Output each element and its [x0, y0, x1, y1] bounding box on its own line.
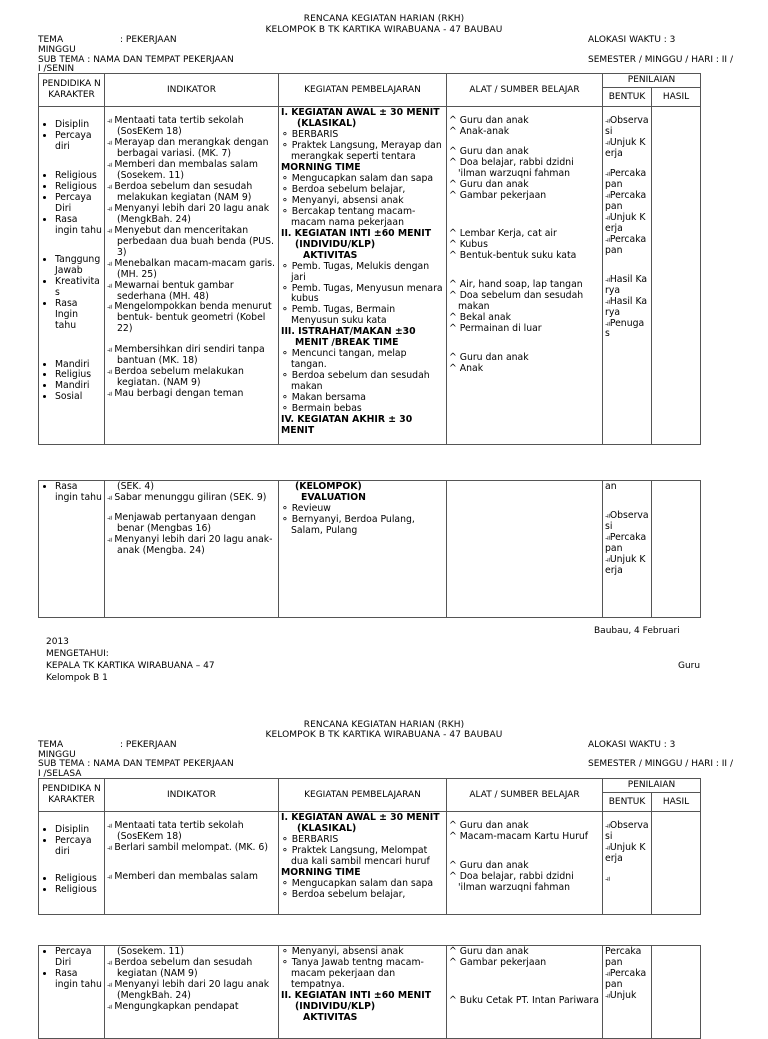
- hasil-cell: [652, 946, 701, 1039]
- alat-item: ^ Anak-anak: [449, 127, 600, 138]
- karakter-item: • Tanggung Jawab: [55, 255, 102, 277]
- karakter-cell: [39, 812, 105, 915]
- sheet1-subtema: SUB TEMA : NAMA DAN TEMPAT PEKERJAAN: [38, 55, 234, 65]
- header-alat: ALAT / SUMBER BELAJAR: [447, 74, 603, 107]
- klasikal-label: (KLASIKAL): [297, 117, 357, 129]
- penilaian-item: ⫣ Percaka pan: [605, 169, 649, 191]
- penilaian-item: ⫣ Observa si: [605, 116, 649, 138]
- karakter-item: • Disiplin: [55, 825, 102, 836]
- sheet2-tema-value: : PEKERJAAN: [120, 740, 177, 750]
- kegiatan-cell: [279, 481, 447, 618]
- header-indikator: INDIKATOR: [105, 74, 279, 107]
- sheet2-title: RENCANA KEGIATAN HARIAN (RKH): [303, 720, 465, 730]
- indikator-item: ⫣ Mewarnai bentuk gambar sederhana (MH. 48): [107, 281, 276, 303]
- kegiatan-item: ⚬ Mengucapkan salam dan sapa: [281, 879, 444, 890]
- kegiatan-item: ⚬ BERBARIS: [281, 130, 444, 141]
- indikator-item: ⫣ Berdoa sebelum dan sesudah melakukan kegiatan (NAM 9): [107, 182, 276, 204]
- penilaian-item: ⫣ Hasil Karya: [605, 275, 649, 297]
- hasil-cell: [652, 107, 701, 445]
- alat-item: ^ Anak: [449, 364, 600, 375]
- kegiatan-cell: [279, 107, 447, 445]
- indikator-cell: [105, 107, 279, 445]
- sheet1-alokasi: ALOKASI WAKTU : 3: [588, 35, 676, 45]
- footer-date-left: 2013: [46, 637, 69, 647]
- indikator-item: ⫣ Mau berbagi dengan teman: [107, 389, 276, 400]
- header-karakter: PENDIDIKA N KARAKTER: [39, 74, 105, 107]
- karakter-cell: [39, 946, 105, 1039]
- indikator-ref: (Sosekem. 11): [117, 946, 184, 957]
- kegiatan-awal-heading: I. KEGIATAN AWAL ± 30 MENIT: [281, 812, 440, 823]
- karakter-item: • Rasa ingin tahu: [55, 969, 102, 991]
- header-alat: ALAT / SUMBER BELAJAR: [447, 779, 603, 812]
- hasil-cell: [652, 481, 701, 618]
- header-kegiatan: KEGIATAN PEMBELAJARAN: [279, 779, 447, 812]
- sheet2-semester: SEMESTER / MINGGU / HARI : II /: [588, 759, 733, 769]
- penilaian-item: ⫣ Observa si: [605, 511, 649, 533]
- indikator-item: ⫣ Mentaati tata tertib sekolah (SosEKem 18): [107, 821, 276, 843]
- penilaian-item: ⫣ Unjuk Kerja: [605, 555, 649, 577]
- aktivitas-label: AKTIVITAS: [303, 1011, 358, 1023]
- header-karakter: PENDIDIKA N KARAKTER: [39, 779, 105, 812]
- kegiatan-inti-heading: II. KEGIATAN INTI ±60 MENIT: [281, 989, 432, 1001]
- indikator-item: ⫣ Menjawab pertanyaan dengan benar (Mengbas 16): [107, 513, 276, 535]
- indikator-item: ⫣ Memberi dan membalas salam: [107, 872, 276, 883]
- alat-item: ^ Bekal anak: [449, 313, 600, 324]
- sheet2-alokasi: ALOKASI WAKTU : 3: [588, 740, 676, 750]
- alat-cell: [447, 107, 603, 445]
- kegiatan-item: ⚬ Bercakap tentang macam-macam nama pekerjaan: [281, 207, 444, 229]
- hasil-cell: [652, 812, 701, 915]
- indikator-item: ⫣ Merayap dan merangkak dengan berbagai variasi. (MK. 7): [107, 138, 276, 160]
- bentuk-cell: [603, 812, 652, 915]
- alat-item: ^ Gambar pekerjaan: [449, 191, 600, 202]
- sheet1-title: RENCANA KEGIATAN HARIAN (RKH): [303, 14, 465, 24]
- individu-label: (INDIVIDU/KLP): [295, 238, 376, 250]
- kegiatan-item: ⚬ BERBARIS: [281, 835, 444, 846]
- karakter-item: • Percaya diri: [55, 131, 102, 153]
- sheet2-semester-day: I /SELASA: [38, 769, 82, 779]
- indikator-item: ⫣ Mentaati tata tertib sekolah (SosEKem 18): [107, 116, 276, 138]
- footer-kepala: KEPALA TK KARTIKA WIRABUANA – 47: [46, 661, 215, 671]
- header-hasil: HASIL: [652, 792, 701, 811]
- indikator-item: ⫣ Menyanyi lebih dari 20 lagu anak (MengkBah. 24): [107, 204, 276, 226]
- indikator-cell: [105, 946, 279, 1039]
- break-time-label: MENIT /BREAK TIME: [295, 337, 399, 349]
- alat-cell: [447, 812, 603, 915]
- indikator-ref: (SEK. 4): [117, 481, 154, 492]
- karakter-item: • Mandiri: [55, 360, 102, 371]
- bentuk-cell: [603, 946, 652, 1039]
- bentuk-cell: [603, 107, 652, 445]
- header-penilaian: PENILAIAN: [603, 74, 701, 88]
- alat-item: ^ Guru dan anak: [449, 947, 600, 958]
- header-indikator: INDIKATOR: [105, 779, 279, 812]
- alat-item: ^ Lembar Kerja, cat air: [449, 229, 600, 240]
- karakter-item: • Percaya diri: [55, 836, 102, 858]
- indikator-item: ⫣ Berdoa sebelum dan sesudah kegiatan (NAM 9): [107, 958, 276, 980]
- indikator-cell: [105, 481, 279, 618]
- alat-item: ^ Macam-macam Kartu Huruf: [449, 832, 600, 843]
- indikator-item: ⫣ Sabar menunggu giliran (SEK. 9): [107, 493, 276, 504]
- kegiatan-item: ⚬ Pemb. Tugas, Melukis dengan jari: [281, 262, 444, 284]
- kegiatan-item: ⚬ Bermain bebas: [281, 404, 444, 415]
- penilaian-item: ⫣ Percaka pan: [605, 235, 649, 257]
- penilaian-item: ⫣ Percaka pan: [605, 191, 649, 213]
- sheet1-tema-value: : PEKERJAAN: [120, 35, 177, 45]
- indikator-cell: [105, 812, 279, 915]
- rkh-table-1: [38, 73, 701, 445]
- karakter-item: • Rasa Ingin tahu: [55, 299, 102, 332]
- sheet2-minggu: MINGGU: [38, 750, 76, 760]
- karakter-item: • Mandiri: [55, 381, 102, 392]
- sheet2-subtitle: KELOMPOK B TK KARTIKA WIRABUANA - 47 BAUBAU: [265, 730, 503, 740]
- istirahat-heading: III. ISTRAHAT/MAKAN ±30: [281, 326, 416, 338]
- header-hasil: HASIL: [652, 87, 701, 106]
- penilaian-item: ⫣ Unjuk: [605, 991, 649, 1002]
- sheet2-subtema: SUB TEMA : NAMA DAN TEMPAT PEKERJAAN: [38, 759, 234, 769]
- header-kegiatan: KEGIATAN PEMBELAJARAN: [279, 74, 447, 107]
- kegiatan-cell: [279, 812, 447, 915]
- rkh-table-4: [38, 945, 701, 1039]
- kegiatan-item: ⚬ Pemb. Tugas, Menyusun menara kubus: [281, 284, 444, 306]
- klasikal-label: (KLASIKAL): [297, 822, 357, 834]
- indikator-item: ⫣ Memberi dan membalas salam (Sosekem. 11): [107, 160, 276, 182]
- alat-item: ^ Gambar pekerjaan: [449, 958, 600, 969]
- karakter-item: • Percaya Diri: [55, 193, 102, 215]
- alat-cell: [447, 481, 603, 618]
- kegiatan-item: ⚬ Bernyanyi, Berdoa Pulang, Salam, Pulang: [281, 515, 444, 537]
- kegiatan-item: ⚬ Berdoa sebelum dan sesudah makan: [281, 371, 444, 393]
- kegiatan-inti-heading: II. KEGIATAN INTI ±60 MENIT: [281, 227, 432, 239]
- kegiatan-item: ⚬ Berdoa sebelum belajar,: [281, 890, 444, 901]
- morning-time-heading: MORNING TIME: [281, 161, 361, 173]
- alat-item: ^ Doa belajar, rabbi dzidni 'ilman warzuqni fahman: [449, 872, 600, 894]
- alat-item: ^ Doa sebelum dan sesudah makan: [449, 291, 600, 313]
- karakter-item: • Religious: [55, 874, 102, 885]
- indikator-item: ⫣ Menyanyi lebih dari 20 lagu anak (MengkBah. 24): [107, 980, 276, 1002]
- karakter-item: • Sosial: [55, 392, 102, 403]
- kegiatan-item: ⚬ Pemb. Tugas, Bermain Menyusun suku kata: [281, 305, 444, 327]
- individu-label: (INDIVIDU/KLP): [295, 1000, 376, 1012]
- kegiatan-item: ⚬ Berdoa sebelum belajar,: [281, 185, 444, 196]
- header-bentuk: BENTUK: [603, 792, 652, 811]
- karakter-item: • Religious: [55, 182, 102, 193]
- penilaian-item: Percaka pan: [605, 946, 642, 968]
- rkh-table-3: [38, 778, 701, 915]
- alat-item: ^ Bentuk-bentuk suku kata: [449, 251, 600, 262]
- kegiatan-akhir-heading: IV. KEGIATAN AKHIR ± 30 MENIT: [281, 414, 413, 437]
- footer-guru: Guru: [678, 661, 701, 671]
- indikator-item: ⫣ Menebalkan macam-macam garis. (MH. 25): [107, 259, 276, 281]
- footer-kelompok: Kelompok B 1: [46, 673, 108, 683]
- alat-item: ^ Kubus: [449, 240, 600, 251]
- indikator-item: ⫣ Menyanyi lebih dari 20 lagu anak-anak (Mengba. 24): [107, 535, 276, 557]
- karakter-item: • Religious: [55, 171, 102, 182]
- indikator-item: ⫣ Membersihkan diri sendiri tanpa bantuan (MK. 18): [107, 345, 276, 367]
- karakter-item: • Rasa ingin tahu: [55, 482, 102, 504]
- karakter-item: • Rasa ingin tahu: [55, 215, 102, 237]
- karakter-item: • Kreativita s: [55, 277, 102, 299]
- kegiatan-item: ⚬ Tanya Jawab tentng macam-macam pekerjaan dan tempatnya.: [281, 958, 444, 991]
- aktivitas-label: AKTIVITAS: [303, 249, 358, 261]
- penilaian-item: [605, 874, 649, 885]
- karakter-item: • Percaya Diri: [55, 947, 102, 969]
- kegiatan-cell: [279, 946, 447, 1039]
- alat-item: ^ Air, hand soap, lap tangan: [449, 280, 600, 291]
- indikator-item: ⫣ Mengungkapkan pendapat: [107, 1002, 276, 1013]
- sheet1-semester: SEMESTER / MINGGU / HARI : II /: [588, 55, 733, 65]
- kegiatan-item: ⚬ Mencunci tangan, melap tangan.: [281, 349, 444, 371]
- penilaian-item: ⫣ Unjuk Kerja: [605, 213, 649, 235]
- penilaian-item: ⫣ Observa si: [605, 821, 649, 843]
- karakter-cell: [39, 481, 105, 618]
- morning-time-heading: MORNING TIME: [281, 866, 361, 878]
- penilaian-item: ⫣ Unjuk Kerja: [605, 843, 649, 865]
- indikator-item: ⫣ Mengelompokkan benda menurut bentuk- bentuk geometri (Kobel 22): [107, 302, 276, 335]
- alat-item: ^ Guru dan anak: [449, 147, 600, 158]
- alat-cell: [447, 946, 603, 1039]
- header-bentuk: BENTUK: [603, 87, 652, 106]
- karakter-item: • Religius: [55, 370, 102, 381]
- penilaian-item: ⫣ Hasil Karya: [605, 297, 649, 319]
- header-penilaian: PENILAIAN: [603, 779, 701, 793]
- kegiatan-item: ⚬ Mengucapkan salam dan sapa: [281, 174, 444, 185]
- penilaian-item: ⫣ Penugas: [605, 319, 649, 341]
- penilaian-item: ⫣ Percaka pan: [605, 533, 649, 555]
- karakter-item: • Disiplin: [55, 120, 102, 131]
- bentuk-cell: [603, 481, 652, 618]
- kelompok-label: (KELOMPOK): [295, 481, 362, 492]
- alat-item: ^ Guru dan anak: [449, 821, 600, 832]
- kegiatan-item: ⚬ Menyanyi, absensi anak: [281, 196, 444, 207]
- penilaian-item: ⫣ Unjuk Kerja: [605, 138, 649, 160]
- indikator-item: ⫣ Menyebut dan menceritakan perbedaan dua buah benda (PUS. 3): [107, 226, 276, 259]
- kegiatan-awal-heading: I. KEGIATAN AWAL ± 30 MENIT: [281, 107, 440, 118]
- kegiatan-item: ⚬ Revieuw: [281, 504, 444, 515]
- indikator-item: ⫣ Berlari sambil melompat. (MK. 6): [107, 843, 276, 854]
- indikator-item: ⫣ Berdoa sebelum melakukan kegiatan. (NAM 9): [107, 367, 276, 389]
- sheet1-subtitle: KELOMPOK B TK KARTIKA WIRABUANA - 47 BAUBAU: [265, 25, 503, 35]
- karakter-item: • Religious: [55, 885, 102, 896]
- penilaian-cont: an: [605, 481, 617, 492]
- rkh-table-2: [38, 480, 701, 618]
- alat-item: ^ Buku Cetak PT. Intan Pariwara: [449, 996, 600, 1007]
- alat-item: ^ Guru dan anak: [449, 116, 600, 127]
- footer-date-right: Baubau, 4 Februari: [594, 626, 680, 636]
- penilaian-item: ⫣ Percaka pan: [605, 969, 649, 991]
- footer-mengetahui: MENGETAHUI:: [46, 649, 109, 659]
- kegiatan-item: ⚬ Praktek Langsung, Merayap dan merangkak seperti tentara: [281, 141, 444, 163]
- sheet1-semester-day: I /SENIN: [38, 64, 75, 74]
- kegiatan-item: ⚬ Makan bersama: [281, 393, 444, 404]
- alat-item: ^ Guru dan anak: [449, 353, 600, 364]
- sheet1-minggu: MINGGU: [38, 45, 76, 55]
- karakter-cell: [39, 107, 105, 445]
- alat-item: ^ Guru dan anak: [449, 861, 600, 872]
- kegiatan-item: ⚬ Menyanyi, absensi anak: [281, 947, 444, 958]
- kegiatan-item: ⚬ Praktek Langsung, Melompat dua kali sambil mencari huruf: [281, 846, 444, 868]
- sheet1-tema-label: TEMA: [38, 35, 64, 45]
- evaluation-label: EVALUATION: [301, 491, 366, 503]
- alat-item: ^ Permainan di luar: [449, 324, 600, 335]
- sheet2-tema-label: TEMA: [38, 740, 64, 750]
- alat-item: ^ Doa belajar, rabbi dzidni 'ilman warzuqni fahman: [449, 158, 600, 180]
- alat-item: ^ Guru dan anak: [449, 180, 600, 191]
